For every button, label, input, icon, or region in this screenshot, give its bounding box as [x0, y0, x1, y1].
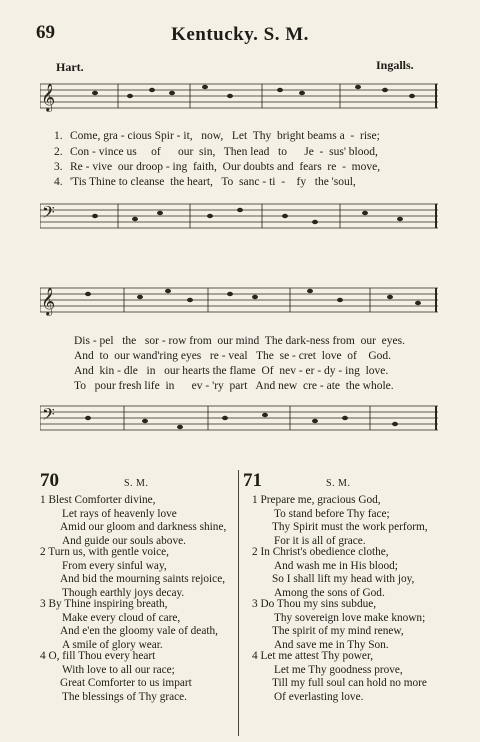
- verse-line-1: 1. Come, gra - cious Spir - it, now, Let Thy bright beams a - rise;: [54, 130, 380, 142]
- music-staff-treble-2: [40, 276, 438, 326]
- svg-text:𝄢: 𝄢: [42, 202, 55, 226]
- svg-text:𝄞: 𝄞: [41, 287, 56, 315]
- hymn-71-stanza-4: 4 Let me attest Thy power, Let me Thy goodness prove, Till my full soul can hold no more Of everlasting love.: [252, 650, 427, 703]
- tune-title: Kentucky. S. M.: [171, 24, 309, 45]
- svg-text:𝄢: 𝄢: [42, 404, 55, 428]
- hymn-71-meter: S. M.: [326, 478, 351, 489]
- verse-line-6: And to our wand'ring eyes re - veal The se - cret love of God.: [74, 350, 392, 362]
- hymn-71-stanza-1: 1 Prepare me, gracious God, To stand before Thy face; Thy Spirit must the work perform, For it is all of grace.: [252, 494, 428, 547]
- column-divider: [238, 470, 239, 736]
- svg-text:𝄞: 𝄞: [41, 83, 56, 111]
- verse-line-4: 4. 'Tis Thine to cleanse the heart, To sanc - ti - fy the 'soul,: [54, 176, 356, 188]
- hymn-71-stanza-2: 2 In Christ's obedience clothe, And wash me in His blood; So I shall lift my head with joy, Among the sons of God.: [252, 546, 415, 599]
- hymn-70-stanza-1: 1 Blest Comforter divine, Let rays of heavenly love Amid our gloom and darkness shine, And guide our souls above.: [40, 494, 227, 547]
- hymn-70-stanza-4: 4 O, fill Thou every heart With love to all our race; Great Comforter to us impart The blessings of Thy grace.: [40, 650, 192, 703]
- tune-name: Hart.: [56, 60, 84, 74]
- composer-name: Ingalls.: [376, 58, 414, 72]
- hymn-number-70: 70: [40, 470, 59, 491]
- music-staff-treble-1: [40, 72, 438, 122]
- verse-line-2: 2. Con - vince us of our sin, Then lead to Je - sus' blood,: [54, 146, 378, 158]
- verse-line-7: And kin - dle in our hearts the flame Of nev - er - dy - ing love.: [74, 365, 389, 377]
- hymn-number-71: 71: [243, 470, 262, 491]
- hymn-70-meter: S. M.: [124, 478, 149, 489]
- verse-line-3: 3. Re - vive our droop - ing faith, Our doubts and fears re - move,: [54, 161, 381, 173]
- verse-line-8: To pour fresh life in ev - 'ry part And new cre - ate the whole.: [74, 380, 394, 392]
- hymn-70-stanza-3: 3 By Thine inspiring breath, Make every cloud of care, And e'en the gloomy vale of death, A smile of glory wear.: [40, 598, 218, 651]
- verse-line-5: Dis - pel the sor - row from our mind The dark-ness from our eyes.: [74, 335, 405, 347]
- music-staff-bass-1: [40, 196, 438, 246]
- page-number: 69: [36, 22, 55, 43]
- music-staff-bass-2: [40, 398, 438, 448]
- hymn-70-stanza-2: 2 Turn us, with gentle voice, From every sinful way, And bid the mourning saints rejoice, Though earthly joys decay.: [40, 546, 226, 599]
- hymn-71-stanza-3: 3 Do Thou my sins subdue, Thy sovereign love make known; The spirit of my mind renew, And save me in Thy Son.: [252, 598, 426, 651]
